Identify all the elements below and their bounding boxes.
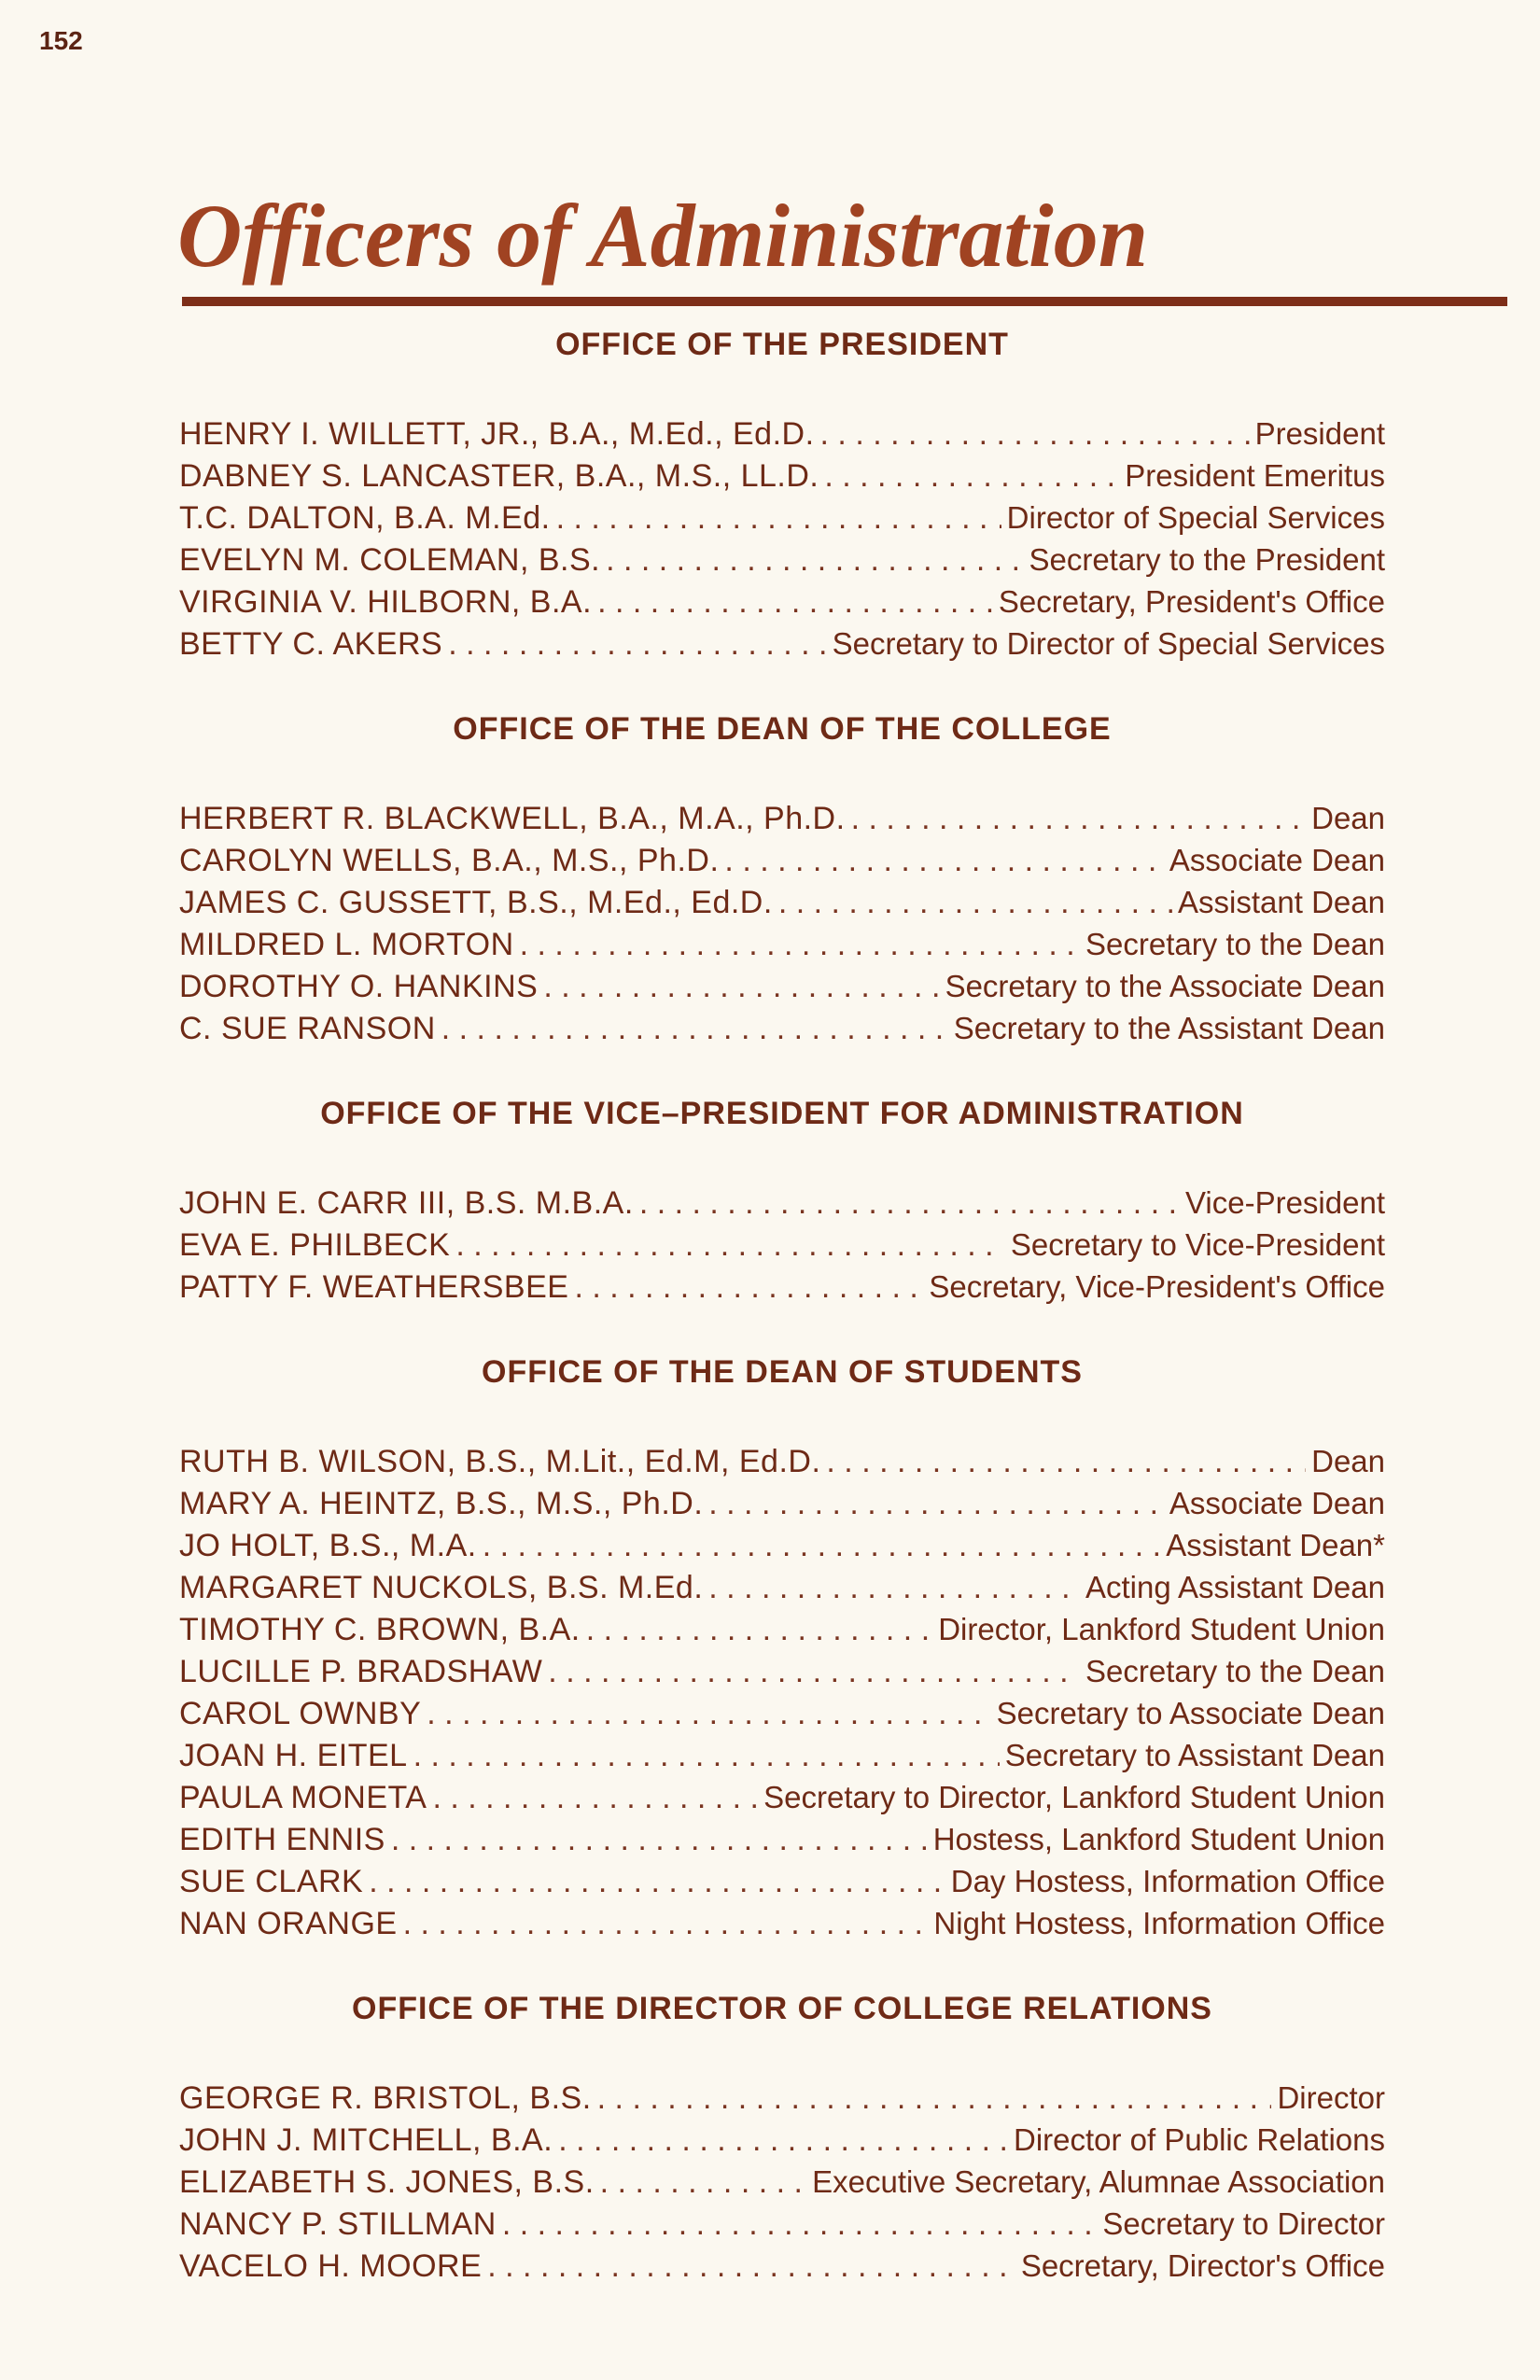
officer-entry — [179, 1566, 1385, 1608]
dot-leader — [427, 1693, 990, 1735]
officer-entry — [179, 497, 1385, 539]
officer-entry — [179, 455, 1385, 497]
officer-role: Director — [1277, 2080, 1385, 2115]
officer-name: HERBERT R. BLACKWELL, B.A., M.A., Ph.D. — [179, 801, 846, 836]
dot-leader — [639, 1183, 1180, 1225]
dot-leader — [824, 455, 1119, 497]
officer-name: PATTY F. WEATHERSBEE — [179, 1269, 569, 1305]
officer-entry — [179, 1524, 1385, 1566]
officer-entry — [179, 1902, 1385, 1944]
dot-leader — [597, 581, 993, 623]
officer-role: Secretary to the Dean — [1085, 1654, 1385, 1688]
officer-role: Hostess, Lankford Student Union — [932, 1822, 1385, 1856]
officer-role: Secretary, President's Office — [998, 584, 1385, 619]
officer-role: Director of Special Services — [1006, 500, 1385, 535]
officer-entry — [179, 1734, 1385, 1776]
officer-role: Director, Lankford Student Union — [938, 1612, 1385, 1646]
dot-leader — [586, 1609, 932, 1651]
officer-role: Executive Secretary, Alumnae Association — [812, 2164, 1385, 2199]
officer-role: Dean — [1311, 801, 1385, 835]
officer-role: President — [1254, 416, 1385, 451]
dot-leader — [851, 798, 1307, 840]
officer-name: JAMES C. GUSSETT, B.S., M.Ed., Ed.D. — [179, 885, 773, 920]
officer-name: VACELO H. MOORE — [179, 2248, 483, 2284]
officer-entry — [179, 923, 1385, 965]
dot-leader — [820, 413, 1250, 455]
officer-name: SUE CLARK — [179, 1864, 364, 1899]
officer-entry — [179, 1182, 1385, 1224]
dot-leader — [724, 840, 1163, 882]
officer-entry — [179, 1007, 1385, 1049]
dot-leader — [441, 1008, 948, 1050]
officer-role: Secretary, Director's Office — [1020, 2248, 1385, 2283]
officer-role: Secretary to the Assistant Dean — [953, 1011, 1385, 1045]
dot-leader — [432, 1777, 758, 1819]
officer-name: CAROLYN WELLS, B.A., M.S., Ph.D. — [179, 843, 720, 878]
officer-role: Secretary to the Associate Dean — [945, 969, 1385, 1003]
section-entries — [179, 797, 1385, 1049]
officer-name: TIMOTHY C. BROWN, B.A. — [179, 1612, 581, 1647]
section-heading: OFFICE OF THE VICE–PRESIDENT FOR ADMINISTRATION — [320, 1096, 1244, 1131]
section-entries — [179, 2077, 1385, 2287]
officer-name: C. SUE RANSON — [179, 1011, 436, 1046]
dot-leader — [369, 1861, 945, 1903]
section-entries — [179, 413, 1385, 665]
dot-leader — [556, 497, 1001, 539]
officer-name: JOHN J. MITCHELL, B.A. — [179, 2122, 553, 2158]
officer-name: EVA E. PHILBECK — [179, 1227, 451, 1263]
officer-entry — [179, 581, 1385, 623]
officer-role: Day Hostess, Information Office — [950, 1864, 1385, 1898]
officer-entry — [179, 881, 1385, 923]
officer-name: LUCILLE P. BRADSHAW — [179, 1654, 543, 1689]
officer-role: Assistant Dean* — [1166, 1528, 1385, 1562]
officer-name: DOROTHY O. HANKINS — [179, 969, 539, 1004]
officer-role: Dean — [1311, 1444, 1385, 1478]
dot-leader — [455, 1225, 1005, 1267]
section-entries — [179, 1440, 1385, 1944]
dot-leader — [483, 1525, 1160, 1567]
officer-entry — [179, 839, 1385, 881]
dot-leader — [826, 1441, 1306, 1483]
officer-name: BETTY C. AKERS — [179, 626, 443, 662]
officer-entry — [179, 623, 1385, 665]
dot-leader — [708, 1567, 1080, 1609]
dot-leader — [600, 2162, 806, 2204]
dot-leader — [543, 966, 939, 1008]
officer-role: Night Hostess, Information Office — [933, 1906, 1385, 1940]
officer-role: President Emeritus — [1125, 458, 1385, 493]
officer-entry — [179, 2245, 1385, 2287]
officer-role: Secretary to Associate Dean — [996, 1696, 1385, 1730]
officer-name: JOHN E. CARR III, B.S. M.B.A. — [179, 1185, 634, 1221]
officer-role: Secretary to Director — [1102, 2206, 1385, 2241]
dot-leader — [403, 1903, 929, 1945]
dot-leader — [606, 539, 1023, 581]
officer-name: JO HOLT, B.S., M.A. — [179, 1528, 477, 1563]
officer-name: RUTH B. WILSON, B.S., M.Lit., Ed.M, Ed.D. — [179, 1444, 821, 1479]
dot-leader — [558, 2120, 1008, 2162]
dot-leader — [487, 2246, 1015, 2288]
officer-name: MARY A. HEINTZ, B.S., M.S., Ph.D. — [179, 1486, 704, 1521]
dot-leader — [520, 924, 1080, 966]
officer-role: Acting Assistant Dean — [1085, 1570, 1385, 1604]
section-heading: OFFICE OF THE DIRECTOR OF COLLEGE RELATIONS — [352, 1991, 1212, 2026]
officer-entry — [179, 1818, 1385, 1860]
officer-entry — [179, 1440, 1385, 1482]
officer-name: NAN ORANGE — [179, 1906, 398, 1941]
section-entries — [179, 1182, 1385, 1308]
section-heading: OFFICE OF THE PRESIDENT — [555, 327, 1009, 362]
officer-name: DABNEY S. LANCASTER, B.A., M.S., LL.D. — [179, 458, 819, 494]
officer-role: Secretary, Vice-President's Office — [929, 1269, 1385, 1304]
officer-entry — [179, 1482, 1385, 1524]
officer-role: Secretary to Vice-President — [1010, 1227, 1385, 1262]
officer-role: Assistant Dean — [1178, 885, 1385, 919]
officer-name: EDITH ENNIS — [179, 1822, 385, 1857]
dot-leader — [574, 1267, 923, 1309]
dot-leader — [708, 1483, 1164, 1525]
officer-role: Director of Public Relations — [1014, 2122, 1385, 2157]
page-title: Officers of Administration — [177, 186, 1149, 286]
officer-role: Secretary to Assistant Dean — [1004, 1738, 1385, 1772]
officer-entry — [179, 2161, 1385, 2203]
officer-entry — [179, 1860, 1385, 1902]
dot-leader — [448, 623, 826, 665]
dot-leader — [391, 1819, 928, 1861]
officer-entry — [179, 1692, 1385, 1734]
officer-name: ELIZABETH S. JONES, B.S. — [179, 2164, 595, 2200]
officer-name: MARGARET NUCKOLS, B.S. M.Ed. — [179, 1570, 704, 1605]
officer-name: NANCY P. STILLMAN — [179, 2206, 497, 2242]
dot-leader — [597, 2078, 1272, 2120]
section-heading: OFFICE OF THE DEAN OF STUDENTS — [482, 1354, 1083, 1390]
officer-role: Secretary to Director of Special Services — [832, 626, 1385, 661]
officer-name: EVELYN M. COLEMAN, B.S. — [179, 542, 601, 578]
officer-name: GEORGE R. BRISTOL, B.S. — [179, 2080, 592, 2116]
officer-entry — [179, 539, 1385, 581]
title-rule — [182, 297, 1507, 306]
officer-entry — [179, 1650, 1385, 1692]
officer-entry — [179, 2203, 1385, 2245]
officer-role: Associate Dean — [1169, 843, 1385, 877]
dot-leader — [413, 1735, 1000, 1777]
dot-leader — [778, 882, 1172, 924]
officer-entry — [179, 965, 1385, 1007]
officer-role: Secretary to the President — [1029, 542, 1385, 577]
officer-role: Associate Dean — [1169, 1486, 1385, 1520]
officer-role: Secretary to Director, Lankford Student Union — [763, 1780, 1385, 1814]
officer-entry — [179, 413, 1385, 455]
officer-name: JOAN H. EITEL — [179, 1738, 408, 1773]
officer-entry — [179, 797, 1385, 839]
officer-role: Vice-President — [1184, 1185, 1385, 1220]
officer-entry — [179, 2077, 1385, 2119]
officer-name: HENRY I. WILLETT, JR., B.A., M.Ed., Ed.D. — [179, 416, 815, 452]
officer-role: Secretary to the Dean — [1085, 927, 1385, 961]
officer-entry — [179, 1224, 1385, 1266]
officers-list — [179, 319, 1385, 2326]
dot-leader — [548, 1651, 1080, 1693]
officer-entry — [179, 1776, 1385, 1818]
officer-name: MILDRED L. MORTON — [179, 927, 514, 962]
section-heading: OFFICE OF THE DEAN OF THE COLLEGE — [453, 711, 1112, 747]
page-number: 152 — [39, 26, 83, 55]
officer-entry — [179, 1608, 1385, 1650]
dot-leader — [502, 2204, 1098, 2246]
officer-name: PAULA MONETA — [179, 1780, 427, 1815]
officer-name: CAROL OWNBY — [179, 1696, 422, 1731]
officer-entry — [179, 1266, 1385, 1308]
officer-name: T.C. DALTON, B.A. M.Ed. — [179, 500, 551, 536]
officer-name: VIRGINIA V. HILBORN, B.A. — [179, 584, 593, 620]
officer-entry — [179, 2119, 1385, 2161]
